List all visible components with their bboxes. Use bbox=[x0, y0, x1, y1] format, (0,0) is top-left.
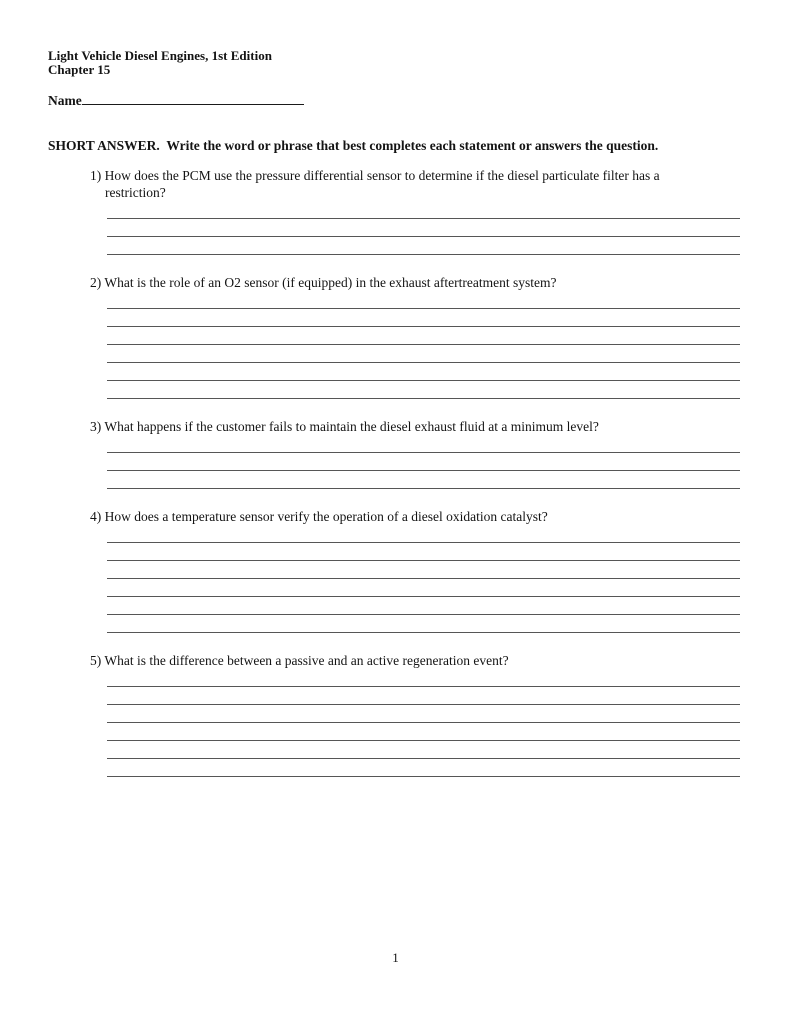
document-header bbox=[48, 49, 742, 76]
answer-line bbox=[107, 471, 740, 489]
answer-line bbox=[107, 291, 740, 309]
answer-line bbox=[107, 759, 740, 777]
question-text: How does a temperature sensor verify the operation of a diesel oxidation catalyst? bbox=[104, 509, 548, 524]
answer-lines bbox=[107, 669, 740, 777]
question-item bbox=[90, 652, 742, 777]
answer-line bbox=[107, 345, 740, 363]
question-number: 2) bbox=[90, 275, 102, 290]
question-text-row bbox=[90, 418, 713, 435]
answer-lines bbox=[107, 435, 740, 489]
answer-line bbox=[107, 201, 740, 219]
question-list bbox=[90, 167, 742, 777]
name-field bbox=[48, 91, 742, 107]
answer-line bbox=[107, 615, 740, 633]
answer-line bbox=[107, 237, 740, 255]
answer-line bbox=[107, 723, 740, 741]
question-item bbox=[90, 167, 742, 255]
question-text-row bbox=[90, 508, 713, 525]
answer-lines bbox=[107, 201, 740, 255]
question-number: 1) bbox=[90, 168, 102, 183]
answer-lines bbox=[107, 525, 740, 633]
answer-line bbox=[107, 705, 740, 723]
answer-line bbox=[107, 525, 740, 543]
question-number: 3) bbox=[90, 419, 102, 434]
book-title: Light Vehicle Diesel Engines, 1st Edition bbox=[48, 48, 272, 63]
question-text: What is the difference between a passive and an active regeneration event? bbox=[104, 653, 509, 668]
instructions-text: SHORT ANSWER. Write the word or phrase that best completes each statement or answers the question. bbox=[48, 138, 659, 153]
answer-line bbox=[107, 579, 740, 597]
answer-line bbox=[107, 687, 740, 705]
page-number: 1 bbox=[392, 950, 399, 965]
question-number: 4) bbox=[90, 509, 102, 524]
answer-lines bbox=[107, 291, 740, 399]
question-text-row bbox=[90, 652, 713, 669]
answer-line bbox=[107, 381, 740, 399]
answer-line bbox=[107, 561, 740, 579]
question-item bbox=[90, 418, 742, 489]
question-text: What happens if the customer fails to maintain the diesel exhaust fluid at a minimum level? bbox=[104, 419, 599, 434]
question-text: How does the PCM use the pressure differential sensor to determine if the diesel particulate filter has a restriction? bbox=[104, 168, 660, 200]
question-text: What is the role of an O2 sensor (if equipped) in the exhaust aftertreatment system? bbox=[104, 275, 557, 290]
answer-line bbox=[107, 597, 740, 615]
answer-line bbox=[107, 309, 740, 327]
question-item bbox=[90, 508, 742, 633]
question-text-row bbox=[90, 167, 713, 201]
answer-line bbox=[107, 363, 740, 381]
answer-line bbox=[107, 435, 740, 453]
name-blank-line bbox=[82, 91, 304, 105]
answer-line bbox=[107, 669, 740, 687]
answer-line bbox=[107, 741, 740, 759]
answer-line bbox=[107, 453, 740, 471]
question-number: 5) bbox=[90, 653, 102, 668]
chapter-label: Chapter 15 bbox=[48, 61, 111, 77]
answer-line bbox=[107, 543, 740, 561]
name-label: Name bbox=[48, 93, 82, 108]
question-text-row bbox=[90, 274, 713, 291]
answer-line bbox=[107, 327, 740, 345]
question-item bbox=[90, 274, 742, 399]
answer-line bbox=[107, 219, 740, 237]
